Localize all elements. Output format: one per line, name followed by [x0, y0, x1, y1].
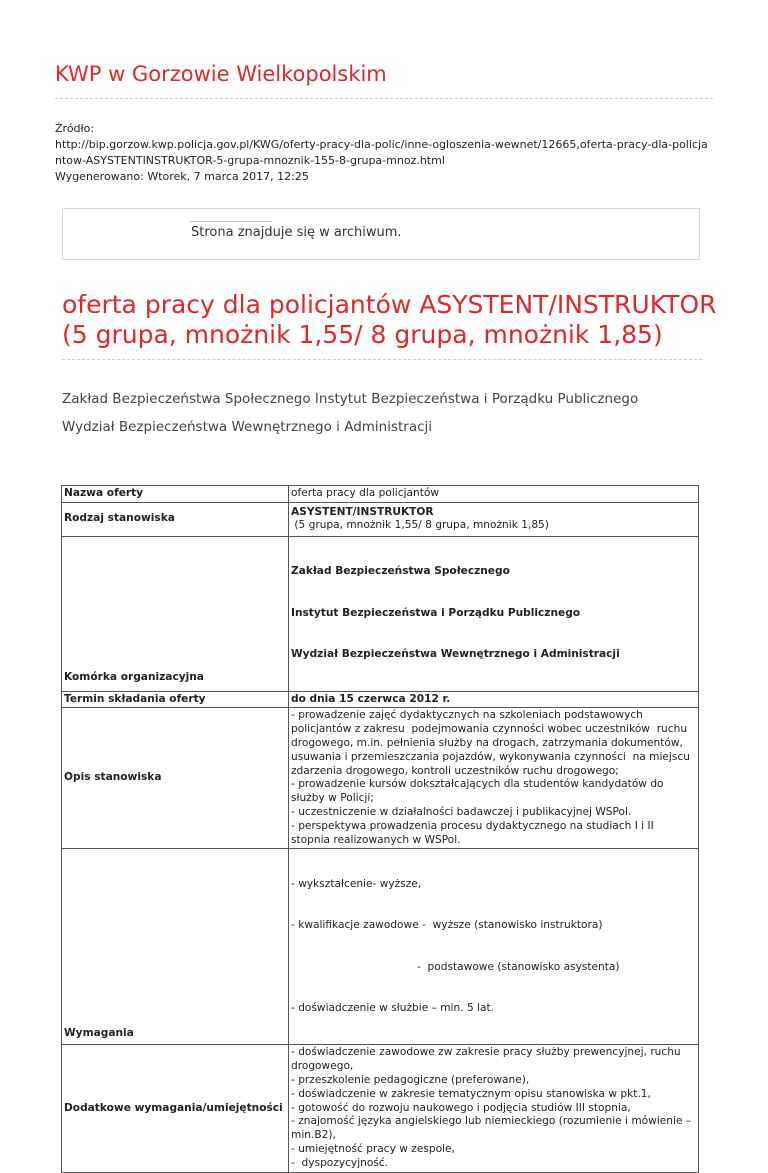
row-label-department: Komórka organizacyjna: [62, 536, 289, 691]
divider: [62, 359, 702, 360]
generated-date: Wygenerowano: Wtorek, 7 marca 2017, 12:25: [55, 170, 309, 183]
table-row: [62, 849, 699, 1045]
row-label-additional: Dodatkowe wymagania/umiejętności: [62, 1045, 289, 1172]
row-value-requirements: [289, 849, 699, 1045]
position-group: (5 grupa, mnożnik 1,55/ 8 grupa, mnożnik 1,85): [291, 519, 549, 532]
requirements-line3: - podstawowe (stanowisko asystenta): [417, 960, 620, 973]
requirements-line1: - wykształcenie- wyższe,: [291, 877, 422, 890]
unit-line2: Wydział Bezpieczeństwa Wewnętrznego i Administracji: [62, 419, 433, 435]
table-row: [62, 486, 699, 503]
row-label-deadline: Termin składania oferty: [62, 691, 289, 708]
table-row: [62, 536, 699, 691]
offer-table: [61, 485, 699, 1173]
row-label-position: Rodzaj stanowiska: [62, 502, 289, 536]
table-row: [62, 708, 699, 849]
position-name: ASYSTENT/INSTRUKTOR: [291, 505, 434, 518]
row-value-position: [289, 502, 699, 536]
row-value-additional: - doświadczenie zawodowe zw zakresie pracy służby prewencyjnej, ruchu drogowego, - przeszkolenie pedagogiczne (preferowane), - doświadczenie w zakresie tematycznym opisu stanowiska w pkt.1, - gotowość do rozwoju naukowego i podjęcia studiów III stopnia, - znajomość języka angielskiego lub niemieckiego (rozumienie i mówienie – min.B2), - umiejętność pracy w zespole, - dyspozycyjność.: [289, 1045, 699, 1172]
divider: [55, 98, 713, 99]
department-line2: Instytut Bezpieczeństwa i Porządku Publicznego: [291, 606, 581, 619]
source-url-line1[interactable]: http://bip.gorzow.kwp.policja.gov.pl/KWG/oferty-pracy-dla-polic/inne-ogloszenia-wewnet/12665,oferta-pracy-dla-policja: [55, 138, 708, 151]
row-value-description: - prowadzenie zajęć dydaktycznych na szkoleniach podstawowych policjantów z zakresu podejmowania czynności wobec uczestników ruchu drogowego, m.in. pełnienia służby na drogach, zatrzymania dokumentów, usuwania i przemieszczania pojazdów, wykonywania czynności na miejscu zdarzenia drogowego, kontroli uczestników ruchu drogowego; - prowadzenie kursów dokształcających dla studentów kandydatów do służby w Policji; - uczestniczenie w działalności badawczej i publikacyjnej WSPol. - perspektywa prowadzenia procesu dydaktycznego na studiach I i II stopnia realizowanych w WSPol.: [289, 708, 699, 849]
archive-rule: [190, 221, 272, 222]
row-label-offer-name: Nazwa oferty: [62, 486, 289, 503]
archive-notice: Strona znajduje się w archiwum.: [191, 225, 402, 240]
organizational-unit: [62, 387, 722, 439]
page-title: oferta pracy dla policjantów ASYSTENT/INSTRUKTOR (5 grupa, mnożnik 1,55/ 8 grupa, mnożnik 1,85): [62, 290, 717, 349]
requirements-line2: - kwalifikacje zawodowe - wyższe (stanowisko instruktora): [291, 919, 603, 932]
source-url-line2[interactable]: ntow-ASYSTENTINSTRUKTOR-5-grupa-mnoznik-155-8-grupa-mnoz.html: [55, 154, 445, 167]
archive-notice-box: [62, 208, 700, 260]
source-label: Źródło:: [55, 122, 95, 135]
department-line1: Zakład Bezpieczeństwa Społecznego: [291, 565, 510, 578]
unit-line1: Zakład Bezpieczeństwa Społecznego Instytut Bezpieczeństwa i Porządku Publicznego: [62, 391, 639, 407]
row-value-department: [289, 536, 699, 691]
site-title[interactable]: KWP w Gorzowie Wielkopolskim: [55, 62, 387, 86]
table-row: [62, 502, 699, 536]
row-label-requirements: Wymagania: [62, 849, 289, 1045]
table-row: [62, 1045, 699, 1172]
requirements-line4: - doświadczenie w służbie – min. 5 lat.: [291, 1002, 495, 1015]
row-value-deadline: do dnia 15 czerwca 2012 r.: [289, 691, 699, 708]
row-label-description: Opis stanowiska: [62, 708, 289, 849]
department-line3: Wydział Bezpieczeństwa Wewnętrznego i Administracji: [291, 648, 620, 661]
table-row: [62, 691, 699, 708]
source-info: [55, 121, 725, 185]
row-value-offer-name: oferta pracy dla policjantów: [289, 486, 699, 503]
